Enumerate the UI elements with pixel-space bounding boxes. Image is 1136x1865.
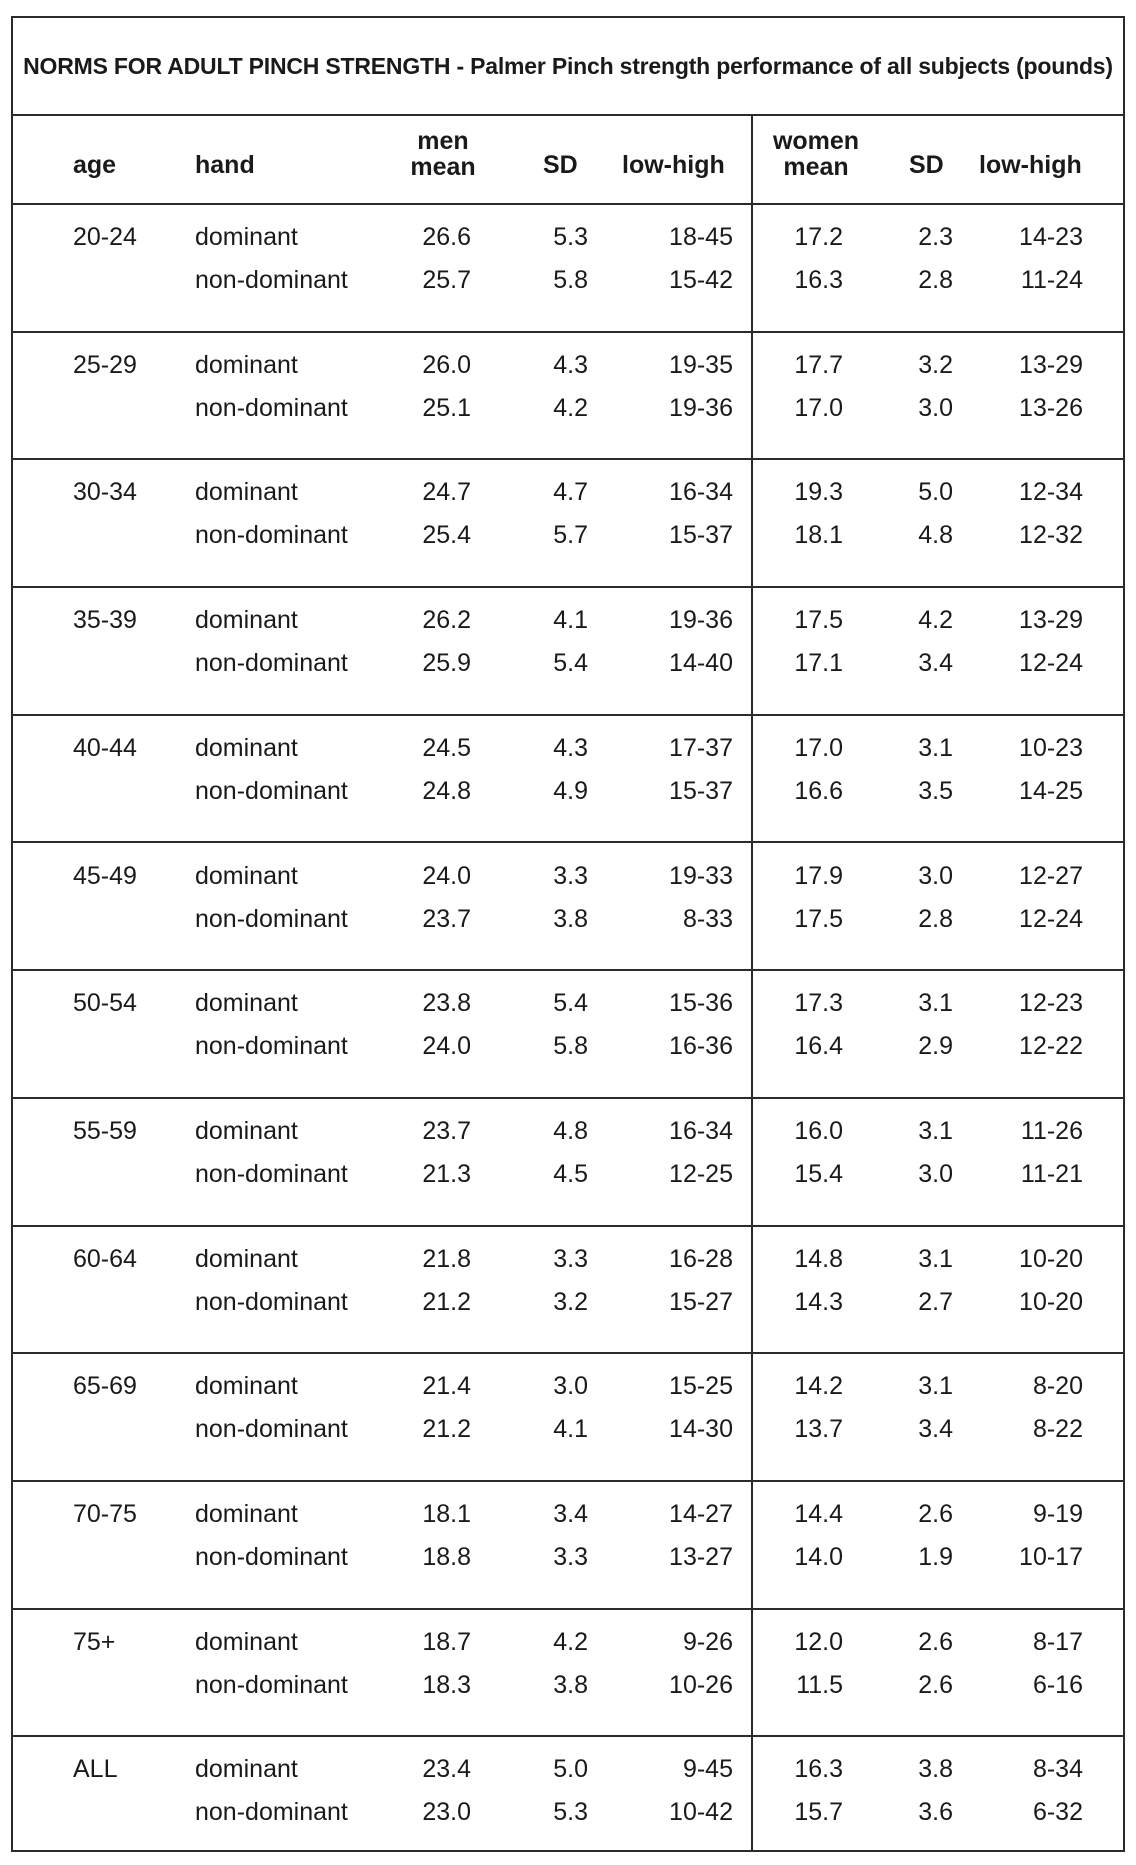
header-men-mean-bottom: mean bbox=[410, 153, 476, 181]
women-mean-cell: 17.5 bbox=[794, 904, 843, 933]
women-sd-cell: 5.0 bbox=[918, 478, 953, 507]
men-sd-cell: 4.1 bbox=[553, 1415, 588, 1444]
women-mean-cell: 14.0 bbox=[794, 1543, 843, 1571]
women-range-cell: 13-29 bbox=[1019, 606, 1083, 635]
women-mean-cell: 17.3 bbox=[794, 989, 843, 1018]
header-men-mean bbox=[393, 128, 493, 180]
women-mean-cell: 17.0 bbox=[794, 393, 843, 422]
men-sd-cell: 5.7 bbox=[553, 521, 588, 550]
men-mean-cell: 18.7 bbox=[422, 1627, 471, 1656]
age-cell: 20-24 bbox=[73, 223, 137, 251]
women-sd-cell: 3.8 bbox=[918, 1755, 953, 1784]
men-mean-cell: 26.2 bbox=[422, 606, 471, 635]
norms-table bbox=[11, 16, 1125, 1852]
hand-cell: dominant bbox=[195, 1116, 298, 1145]
men-range-cell: 15-37 bbox=[669, 776, 733, 805]
men-sd-cell: 3.8 bbox=[553, 1670, 588, 1699]
age-cell: 35-39 bbox=[73, 606, 137, 635]
women-mean-cell: 16.3 bbox=[794, 266, 843, 294]
men-range-cell: 15-37 bbox=[669, 521, 733, 550]
women-sd-cell: 3.1 bbox=[918, 1116, 953, 1145]
women-range-cell: 11-24 bbox=[1020, 266, 1083, 294]
age-group bbox=[13, 844, 1123, 972]
header-women-range: low-high bbox=[979, 151, 1082, 179]
title-bar bbox=[13, 18, 1123, 116]
hand-cell: dominant bbox=[195, 1755, 298, 1784]
women-mean-cell: 17.9 bbox=[794, 861, 843, 890]
men-range-cell: 10-26 bbox=[669, 1670, 733, 1699]
men-sd-cell: 4.3 bbox=[553, 733, 588, 762]
women-mean-cell: 17.2 bbox=[794, 223, 843, 251]
men-mean-cell: 21.3 bbox=[422, 1159, 471, 1188]
women-sd-cell: 2.8 bbox=[918, 266, 953, 294]
age-cell: 45-49 bbox=[73, 861, 137, 890]
men-mean-cell: 24.0 bbox=[422, 861, 471, 890]
hand-cell: dominant bbox=[195, 1244, 298, 1273]
men-range-cell: 8-33 bbox=[682, 904, 733, 933]
women-range-cell: 11-21 bbox=[1020, 1159, 1083, 1188]
hand-cell: non-dominant bbox=[195, 1159, 348, 1188]
hand-cell: non-dominant bbox=[195, 521, 348, 550]
men-mean-cell: 25.1 bbox=[422, 393, 471, 422]
men-sd-cell: 5.3 bbox=[553, 223, 588, 251]
age-group bbox=[13, 1227, 1123, 1355]
men-mean-cell: 23.8 bbox=[422, 989, 471, 1018]
age-group bbox=[13, 460, 1123, 588]
hand-cell: dominant bbox=[195, 350, 298, 379]
men-sd-cell: 5.3 bbox=[553, 1798, 588, 1827]
age-group bbox=[13, 333, 1123, 461]
women-range-cell: 6-32 bbox=[1032, 1798, 1083, 1827]
women-mean-cell: 18.1 bbox=[794, 521, 843, 550]
age-group bbox=[13, 1099, 1123, 1227]
women-range-cell: 8-17 bbox=[1032, 1627, 1083, 1656]
women-sd-cell: 3.4 bbox=[918, 649, 953, 678]
age-cell: 60-64 bbox=[73, 1244, 137, 1273]
age-group bbox=[13, 1354, 1123, 1482]
women-sd-cell: 3.1 bbox=[918, 1372, 953, 1401]
men-mean-cell: 18.8 bbox=[422, 1543, 471, 1571]
men-range-cell: 14-40 bbox=[669, 649, 733, 678]
men-mean-cell: 26.0 bbox=[422, 350, 471, 379]
men-mean-cell: 23.7 bbox=[422, 904, 471, 933]
men-sd-cell: 5.4 bbox=[553, 989, 588, 1018]
women-range-cell: 14-23 bbox=[1019, 223, 1083, 251]
column-header-row bbox=[13, 116, 1123, 205]
men-mean-cell: 18.3 bbox=[422, 1670, 471, 1699]
header-age: age bbox=[73, 151, 117, 179]
women-mean-cell: 11.5 bbox=[796, 1670, 843, 1699]
men-mean-cell: 24.5 bbox=[422, 733, 471, 762]
women-sd-cell: 3.6 bbox=[918, 1798, 953, 1827]
women-range-cell: 10-20 bbox=[1019, 1287, 1083, 1316]
hand-cell: non-dominant bbox=[195, 266, 348, 294]
men-sd-cell: 5.0 bbox=[553, 1755, 588, 1784]
women-range-cell: 11-26 bbox=[1020, 1116, 1083, 1145]
header-women-mean-bottom: mean bbox=[783, 153, 849, 181]
men-mean-cell: 18.1 bbox=[422, 1500, 471, 1528]
age-group bbox=[13, 588, 1123, 716]
men-mean-cell: 21.2 bbox=[422, 1287, 471, 1316]
age-cell: 65-69 bbox=[73, 1372, 137, 1401]
men-mean-cell: 24.8 bbox=[422, 776, 471, 805]
men-mean-cell: 25.9 bbox=[422, 649, 471, 678]
men-range-cell: 15-27 bbox=[669, 1287, 733, 1316]
women-sd-cell: 3.0 bbox=[918, 1159, 953, 1188]
men-range-cell: 10-42 bbox=[669, 1798, 733, 1827]
women-range-cell: 9-19 bbox=[1032, 1500, 1083, 1528]
women-range-cell: 8-34 bbox=[1032, 1755, 1083, 1784]
men-range-cell: 16-34 bbox=[669, 478, 733, 507]
men-mean-cell: 23.0 bbox=[422, 1798, 471, 1827]
men-mean-cell: 24.0 bbox=[422, 1032, 471, 1061]
men-sd-cell: 3.4 bbox=[553, 1500, 588, 1528]
women-mean-cell: 17.7 bbox=[794, 350, 843, 379]
header-men-range: low-high bbox=[622, 151, 725, 179]
men-sd-cell: 5.8 bbox=[553, 1032, 588, 1061]
women-range-cell: 13-26 bbox=[1019, 393, 1083, 422]
hand-cell: non-dominant bbox=[195, 1032, 348, 1061]
age-group bbox=[13, 1482, 1123, 1610]
men-range-cell: 9-45 bbox=[682, 1755, 733, 1784]
header-men-mean-top: men bbox=[417, 127, 469, 155]
men-range-cell: 15-25 bbox=[669, 1372, 733, 1401]
men-range-cell: 14-27 bbox=[669, 1500, 733, 1528]
women-mean-cell: 14.3 bbox=[794, 1287, 843, 1316]
men-sd-cell: 5.4 bbox=[553, 649, 588, 678]
age-group bbox=[13, 205, 1123, 333]
women-range-cell: 12-34 bbox=[1019, 478, 1083, 507]
men-range-cell: 19-36 bbox=[669, 606, 733, 635]
men-sd-cell: 4.2 bbox=[553, 393, 588, 422]
women-mean-cell: 15.7 bbox=[794, 1798, 843, 1827]
men-range-cell: 16-36 bbox=[669, 1032, 733, 1061]
age-cell: ALL bbox=[73, 1755, 118, 1784]
women-range-cell: 12-22 bbox=[1019, 1032, 1083, 1061]
men-sd-cell: 4.1 bbox=[553, 606, 588, 635]
hand-cell: non-dominant bbox=[195, 1415, 348, 1444]
women-sd-cell: 3.4 bbox=[918, 1415, 953, 1444]
women-sd-cell: 3.1 bbox=[918, 1244, 953, 1273]
men-sd-cell: 3.3 bbox=[553, 1244, 588, 1273]
men-sd-cell: 4.9 bbox=[553, 776, 588, 805]
hand-cell: dominant bbox=[195, 861, 298, 890]
women-range-cell: 12-24 bbox=[1019, 649, 1083, 678]
hand-cell: dominant bbox=[195, 478, 298, 507]
women-sd-cell: 3.5 bbox=[918, 776, 953, 805]
men-mean-cell: 25.7 bbox=[422, 266, 471, 294]
men-range-cell: 12-25 bbox=[669, 1159, 733, 1188]
header-women-sd: SD bbox=[909, 151, 944, 179]
women-sd-cell: 4.2 bbox=[918, 606, 953, 635]
hand-cell: non-dominant bbox=[195, 649, 348, 678]
women-sd-cell: 3.0 bbox=[918, 393, 953, 422]
men-range-cell: 15-42 bbox=[669, 266, 733, 294]
women-mean-cell: 17.5 bbox=[794, 606, 843, 635]
women-sd-cell: 3.1 bbox=[918, 989, 953, 1018]
women-sd-cell: 2.7 bbox=[918, 1287, 953, 1316]
men-mean-cell: 23.4 bbox=[422, 1755, 471, 1784]
header-women-mean-top: women bbox=[772, 127, 860, 155]
hand-cell: dominant bbox=[195, 733, 298, 762]
women-range-cell: 10-23 bbox=[1019, 733, 1083, 762]
men-sd-cell: 4.8 bbox=[553, 1116, 588, 1145]
women-sd-cell: 2.3 bbox=[918, 223, 953, 251]
men-sd-cell: 4.7 bbox=[553, 478, 588, 507]
women-mean-cell: 16.0 bbox=[794, 1116, 843, 1145]
age-cell: 40-44 bbox=[73, 733, 137, 762]
hand-cell: non-dominant bbox=[195, 776, 348, 805]
women-mean-cell: 14.8 bbox=[794, 1244, 843, 1273]
men-mean-cell: 21.8 bbox=[422, 1244, 471, 1273]
women-range-cell: 13-29 bbox=[1019, 350, 1083, 379]
header-women-mean bbox=[761, 128, 871, 180]
women-range-cell: 10-20 bbox=[1019, 1244, 1083, 1273]
header-hand: hand bbox=[195, 151, 255, 179]
women-range-cell: 12-23 bbox=[1019, 989, 1083, 1018]
women-sd-cell: 1.9 bbox=[918, 1543, 953, 1571]
men-sd-cell: 4.5 bbox=[553, 1159, 588, 1188]
men-mean-cell: 24.7 bbox=[422, 478, 471, 507]
women-sd-cell: 2.6 bbox=[918, 1670, 953, 1699]
women-range-cell: 10-17 bbox=[1019, 1543, 1083, 1571]
men-sd-cell: 4.2 bbox=[553, 1627, 588, 1656]
women-sd-cell: 3.0 bbox=[918, 861, 953, 890]
men-mean-cell: 25.4 bbox=[422, 521, 471, 550]
age-cell: 70-75 bbox=[73, 1500, 137, 1528]
men-sd-cell: 3.8 bbox=[553, 904, 588, 933]
table-title: NORMS FOR ADULT PINCH STRENGTH - Palmer Pinch strength performance of all subjects (pounds) bbox=[23, 52, 1113, 79]
hand-cell: non-dominant bbox=[195, 393, 348, 422]
age-group bbox=[13, 971, 1123, 1099]
women-range-cell: 12-27 bbox=[1019, 861, 1083, 890]
women-range-cell: 14-25 bbox=[1019, 776, 1083, 805]
men-range-cell: 14-30 bbox=[669, 1415, 733, 1444]
women-sd-cell: 4.8 bbox=[918, 521, 953, 550]
women-sd-cell: 3.1 bbox=[918, 733, 953, 762]
hand-cell: dominant bbox=[195, 1627, 298, 1656]
men-range-cell: 17-37 bbox=[669, 733, 733, 762]
age-cell: 50-54 bbox=[73, 989, 137, 1018]
hand-cell: dominant bbox=[195, 1372, 298, 1401]
women-sd-cell: 3.2 bbox=[918, 350, 953, 379]
women-sd-cell: 2.6 bbox=[918, 1500, 953, 1528]
age-group bbox=[13, 1737, 1123, 1865]
men-mean-cell: 23.7 bbox=[422, 1116, 471, 1145]
men-range-cell: 16-34 bbox=[669, 1116, 733, 1145]
women-mean-cell: 15.4 bbox=[794, 1159, 843, 1188]
age-cell: 75+ bbox=[73, 1627, 116, 1656]
men-mean-cell: 21.2 bbox=[422, 1415, 471, 1444]
women-mean-cell: 13.7 bbox=[794, 1415, 843, 1444]
men-mean-cell: 26.6 bbox=[422, 223, 471, 251]
women-mean-cell: 14.2 bbox=[794, 1372, 843, 1401]
age-cell: 30-34 bbox=[73, 478, 137, 507]
women-range-cell: 6-16 bbox=[1032, 1670, 1083, 1699]
men-sd-cell: 3.0 bbox=[553, 1372, 588, 1401]
women-range-cell: 12-24 bbox=[1019, 904, 1083, 933]
hand-cell: non-dominant bbox=[195, 904, 348, 933]
hand-cell: non-dominant bbox=[195, 1798, 348, 1827]
men-range-cell: 18-45 bbox=[669, 223, 733, 251]
men-mean-cell: 21.4 bbox=[422, 1372, 471, 1401]
header-men-sd: SD bbox=[543, 151, 578, 179]
men-range-cell: 19-36 bbox=[669, 393, 733, 422]
age-group bbox=[13, 716, 1123, 844]
men-range-cell: 19-33 bbox=[669, 861, 733, 890]
age-cell: 25-29 bbox=[73, 350, 137, 379]
women-mean-cell: 14.4 bbox=[794, 1500, 843, 1528]
women-sd-cell: 2.6 bbox=[918, 1627, 953, 1656]
women-sd-cell: 2.8 bbox=[918, 904, 953, 933]
hand-cell: non-dominant bbox=[195, 1287, 348, 1316]
women-mean-cell: 12.0 bbox=[794, 1627, 843, 1656]
women-mean-cell: 16.4 bbox=[794, 1032, 843, 1061]
men-range-cell: 13-27 bbox=[669, 1543, 733, 1571]
women-range-cell: 12-32 bbox=[1019, 521, 1083, 550]
hand-cell: dominant bbox=[195, 989, 298, 1018]
women-mean-cell: 17.1 bbox=[794, 649, 843, 678]
women-mean-cell: 16.6 bbox=[794, 776, 843, 805]
men-sd-cell: 3.2 bbox=[553, 1287, 588, 1316]
hand-cell: dominant bbox=[195, 606, 298, 635]
hand-cell: non-dominant bbox=[195, 1543, 348, 1571]
men-sd-cell: 3.3 bbox=[553, 861, 588, 890]
hand-cell: dominant bbox=[195, 1500, 298, 1528]
men-sd-cell: 5.8 bbox=[553, 266, 588, 294]
men-range-cell: 19-35 bbox=[669, 350, 733, 379]
women-mean-cell: 19.3 bbox=[794, 478, 843, 507]
age-group bbox=[13, 1610, 1123, 1738]
women-range-cell: 8-22 bbox=[1032, 1415, 1083, 1444]
women-sd-cell: 2.9 bbox=[918, 1032, 953, 1061]
men-sd-cell: 4.3 bbox=[553, 350, 588, 379]
men-range-cell: 9-26 bbox=[682, 1627, 733, 1656]
men-range-cell: 16-28 bbox=[669, 1244, 733, 1273]
hand-cell: non-dominant bbox=[195, 1670, 348, 1699]
women-mean-cell: 16.3 bbox=[794, 1755, 843, 1784]
women-mean-cell: 17.0 bbox=[794, 733, 843, 762]
men-sd-cell: 3.3 bbox=[553, 1543, 588, 1571]
age-cell: 55-59 bbox=[73, 1116, 137, 1145]
women-range-cell: 8-20 bbox=[1032, 1372, 1083, 1401]
men-range-cell: 15-36 bbox=[669, 989, 733, 1018]
hand-cell: dominant bbox=[195, 223, 298, 251]
